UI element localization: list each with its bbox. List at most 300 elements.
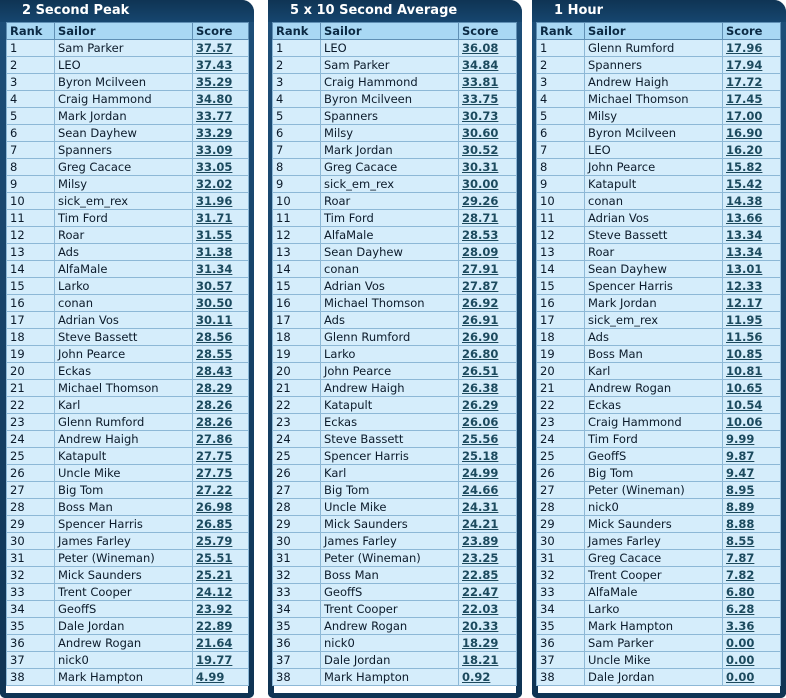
sailor-cell: Sam Parker (55, 40, 193, 57)
rank-cell: 25 (7, 448, 55, 465)
table-row (273, 380, 517, 397)
score-cell[interactable]: 31.38 (193, 244, 249, 261)
score-cell[interactable]: 0.00 (723, 652, 781, 669)
sailor-cell: Roar (585, 244, 723, 261)
score-cell[interactable]: 28.09 (459, 244, 517, 261)
sailor-cell: Andrew Haigh (55, 431, 193, 448)
score-cell[interactable]: 30.31 (459, 159, 517, 176)
score-cell[interactable]: 11.56 (723, 329, 781, 346)
sailor-cell: AlfaMale (55, 261, 193, 278)
score-cell[interactable]: 10.85 (723, 346, 781, 363)
score-cell[interactable]: 8.55 (723, 533, 781, 550)
score-cell[interactable]: 30.57 (193, 278, 249, 295)
score-cell[interactable]: 10.06 (723, 414, 781, 431)
sailor-cell: Uncle Mike (585, 652, 723, 669)
rank-cell: 9 (537, 176, 585, 193)
rank-cell: 38 (7, 669, 55, 686)
score-cell[interactable]: 33.09 (193, 142, 249, 159)
score-cell[interactable]: 6.80 (723, 584, 781, 601)
score-cell[interactable]: 13.34 (723, 227, 781, 244)
score-cell[interactable]: 28.56 (193, 329, 249, 346)
score-cell[interactable]: 9.87 (723, 448, 781, 465)
rank-cell: 20 (537, 363, 585, 380)
score-cell[interactable]: 30.73 (459, 108, 517, 125)
table-header-row (537, 23, 781, 40)
rank-cell: 36 (7, 635, 55, 652)
score-cell[interactable]: 3.36 (723, 618, 781, 635)
score-cell[interactable]: 10.81 (723, 363, 781, 380)
table-row (537, 142, 781, 159)
score-cell[interactable]: 34.80 (193, 91, 249, 108)
score-cell[interactable]: 25.18 (459, 448, 517, 465)
sailor-cell: Mick Saunders (585, 516, 723, 533)
sailor-cell: James Farley (55, 533, 193, 550)
score-cell[interactable]: 21.64 (193, 635, 249, 652)
rank-cell: 4 (273, 91, 321, 108)
sailor-cell: Larko (321, 346, 459, 363)
rank-cell: 1 (7, 40, 55, 57)
table-row (273, 499, 517, 516)
score-cell[interactable]: 13.66 (723, 210, 781, 227)
rank-cell: 15 (273, 278, 321, 295)
rank-cell: 8 (537, 159, 585, 176)
table-header-row (273, 23, 517, 40)
table-row (537, 618, 781, 635)
score-cell[interactable]: 26.90 (459, 329, 517, 346)
table-row (537, 57, 781, 74)
score-cell[interactable]: 33.81 (459, 74, 517, 91)
table-row (273, 363, 517, 380)
rank-cell: 3 (537, 74, 585, 91)
score-cell[interactable]: 33.05 (193, 159, 249, 176)
table-header-row (7, 23, 249, 40)
rank-cell: 22 (537, 397, 585, 414)
score-cell[interactable]: 26.92 (459, 295, 517, 312)
score-cell[interactable]: 22.89 (193, 618, 249, 635)
score-cell[interactable]: 27.87 (459, 278, 517, 295)
rank-cell: 23 (537, 414, 585, 431)
table-row (7, 244, 249, 261)
sailor-cell: Eckas (321, 414, 459, 431)
header-score: Score (193, 23, 249, 40)
table-row (537, 380, 781, 397)
table-row (273, 91, 517, 108)
table-row (537, 40, 781, 57)
sailor-cell: Milsy (585, 108, 723, 125)
score-cell[interactable]: 0.00 (723, 669, 781, 686)
score-cell[interactable]: 24.99 (459, 465, 517, 482)
score-cell[interactable]: 6.28 (723, 601, 781, 618)
rank-cell: 21 (273, 380, 321, 397)
rank-cell: 10 (273, 193, 321, 210)
table-row (7, 397, 249, 414)
sailor-cell: Mark Hampton (321, 669, 459, 686)
sailor-cell: Milsy (55, 176, 193, 193)
sailor-cell: Larko (585, 601, 723, 618)
sailor-cell: Adrian Vos (585, 210, 723, 227)
table-row (7, 601, 249, 618)
score-cell[interactable]: 15.82 (723, 159, 781, 176)
table-row (273, 176, 517, 193)
sailor-cell: Steve Bassett (321, 431, 459, 448)
panel-5x10-second-average (268, 0, 522, 698)
score-cell[interactable]: 30.60 (459, 125, 517, 142)
score-cell[interactable]: 16.90 (723, 125, 781, 142)
panel-footer (268, 693, 522, 698)
table-row (537, 465, 781, 482)
sailor-cell: AlfaMale (321, 227, 459, 244)
table-row (7, 652, 249, 669)
panel-footer (0, 693, 254, 698)
score-cell[interactable]: 7.87 (723, 550, 781, 567)
score-cell[interactable]: 0.00 (723, 635, 781, 652)
score-cell[interactable]: 17.72 (723, 74, 781, 91)
score-cell[interactable]: 33.77 (193, 108, 249, 125)
score-cell[interactable]: 27.75 (193, 465, 249, 482)
rank-cell: 35 (7, 618, 55, 635)
rank-cell: 24 (537, 431, 585, 448)
table-row (273, 125, 517, 142)
score-cell[interactable]: 24.66 (459, 482, 517, 499)
sailor-cell: Tim Ford (55, 210, 193, 227)
score-cell[interactable]: 30.11 (193, 312, 249, 329)
score-cell[interactable]: 25.51 (193, 550, 249, 567)
score-cell[interactable]: 32.02 (193, 176, 249, 193)
score-cell[interactable]: 26.06 (459, 414, 517, 431)
rank-cell: 36 (537, 635, 585, 652)
table-row (273, 414, 517, 431)
table-row (273, 261, 517, 278)
sailor-cell: Andrew Haigh (321, 380, 459, 397)
leaderboard-table (6, 22, 249, 686)
rank-cell: 31 (537, 550, 585, 567)
table-row (7, 74, 249, 91)
score-cell[interactable]: 12.33 (723, 278, 781, 295)
table-row (273, 652, 517, 669)
sailor-cell: Andrew Rogan (585, 380, 723, 397)
score-cell[interactable]: 35.29 (193, 74, 249, 91)
table-row (273, 227, 517, 244)
sailor-cell: Tim Ford (585, 431, 723, 448)
table-row (273, 567, 517, 584)
score-cell[interactable]: 31.34 (193, 261, 249, 278)
rank-cell: 26 (273, 465, 321, 482)
rank-cell: 6 (273, 125, 321, 142)
score-cell[interactable]: 26.98 (193, 499, 249, 516)
table-row (537, 125, 781, 142)
sailor-cell: Mick Saunders (55, 567, 193, 584)
panel-title: 1 Hour (532, 0, 786, 22)
sailor-cell: Boss Man (55, 499, 193, 516)
rank-cell: 12 (273, 227, 321, 244)
sailor-cell: Byron Mcilveen (55, 74, 193, 91)
score-cell[interactable]: 30.52 (459, 142, 517, 159)
rank-cell: 5 (273, 108, 321, 125)
score-cell[interactable]: 27.91 (459, 261, 517, 278)
score-cell[interactable]: 23.25 (459, 550, 517, 567)
score-cell[interactable]: 17.00 (723, 108, 781, 125)
score-cell[interactable]: 17.96 (723, 40, 781, 57)
score-cell[interactable]: 11.95 (723, 312, 781, 329)
sailor-cell: nick0 (585, 499, 723, 516)
header-score: Score (723, 23, 781, 40)
score-cell[interactable]: 14.38 (723, 193, 781, 210)
rank-cell: 2 (537, 57, 585, 74)
table-row (7, 40, 249, 57)
table-row (537, 550, 781, 567)
score-cell[interactable]: 7.82 (723, 567, 781, 584)
header-rank: Rank (273, 23, 321, 40)
sailor-cell: Mark Hampton (585, 618, 723, 635)
sailor-cell: Mark Jordan (55, 108, 193, 125)
score-cell[interactable]: 10.54 (723, 397, 781, 414)
rank-cell: 38 (537, 669, 585, 686)
sailor-cell: AlfaMale (585, 584, 723, 601)
score-cell[interactable]: 18.21 (459, 652, 517, 669)
score-cell[interactable]: 28.55 (193, 346, 249, 363)
score-cell[interactable]: 31.71 (193, 210, 249, 227)
score-cell[interactable]: 8.89 (723, 499, 781, 516)
table-row (273, 482, 517, 499)
score-cell[interactable]: 19.77 (193, 652, 249, 669)
score-cell[interactable]: 26.29 (459, 397, 517, 414)
rank-cell: 16 (273, 295, 321, 312)
sailor-cell: LEO (321, 40, 459, 57)
rank-cell: 2 (273, 57, 321, 74)
sailor-cell: Sean Dayhew (55, 125, 193, 142)
table-row (7, 142, 249, 159)
score-cell[interactable]: 26.51 (459, 363, 517, 380)
sailor-cell: Craig Hammond (321, 74, 459, 91)
sailor-cell: Peter (Wineman) (585, 482, 723, 499)
score-cell[interactable]: 31.96 (193, 193, 249, 210)
sailor-cell: Michael Thomson (585, 91, 723, 108)
table-row (537, 329, 781, 346)
table-row (273, 210, 517, 227)
rank-cell: 37 (273, 652, 321, 669)
rank-cell: 6 (7, 125, 55, 142)
table-row (7, 363, 249, 380)
score-cell[interactable]: 29.26 (459, 193, 517, 210)
table-row (7, 431, 249, 448)
score-cell[interactable]: 9.47 (723, 465, 781, 482)
score-cell[interactable]: 24.31 (459, 499, 517, 516)
sailor-cell: Spencer Harris (585, 278, 723, 295)
table-row (537, 397, 781, 414)
score-cell[interactable]: 9.99 (723, 431, 781, 448)
score-cell[interactable]: 28.26 (193, 414, 249, 431)
rank-cell: 4 (537, 91, 585, 108)
table-row (537, 533, 781, 550)
score-cell[interactable]: 27.75 (193, 448, 249, 465)
sailor-cell: conan (585, 193, 723, 210)
rank-cell: 6 (537, 125, 585, 142)
table-row (7, 669, 249, 686)
score-cell[interactable]: 15.42 (723, 176, 781, 193)
sailor-cell: sick_em_rex (585, 312, 723, 329)
score-cell[interactable]: 37.57 (193, 40, 249, 57)
score-cell[interactable]: 22.03 (459, 601, 517, 618)
table-row (7, 295, 249, 312)
sailor-cell: Milsy (321, 125, 459, 142)
score-cell[interactable]: 23.92 (193, 601, 249, 618)
rank-cell: 4 (7, 91, 55, 108)
table-row (537, 176, 781, 193)
rank-cell: 11 (537, 210, 585, 227)
score-cell[interactable]: 28.29 (193, 380, 249, 397)
score-cell[interactable]: 10.65 (723, 380, 781, 397)
score-cell[interactable]: 17.45 (723, 91, 781, 108)
sailor-cell: Trent Cooper (321, 601, 459, 618)
table-row (273, 516, 517, 533)
table-row (537, 159, 781, 176)
score-cell[interactable]: 16.20 (723, 142, 781, 159)
rank-cell: 5 (537, 108, 585, 125)
score-cell[interactable]: 26.80 (459, 346, 517, 363)
table-row (537, 635, 781, 652)
table-row (273, 431, 517, 448)
rank-cell: 7 (537, 142, 585, 159)
score-cell[interactable]: 37.43 (193, 57, 249, 74)
score-cell[interactable]: 18.29 (459, 635, 517, 652)
score-cell[interactable]: 0.92 (459, 669, 517, 686)
rank-cell: 10 (7, 193, 55, 210)
table-row (7, 108, 249, 125)
table-row (537, 295, 781, 312)
rank-cell: 37 (537, 652, 585, 669)
score-cell[interactable]: 22.85 (459, 567, 517, 584)
sailor-cell: Greg Cacace (55, 159, 193, 176)
score-cell[interactable]: 12.17 (723, 295, 781, 312)
table-row (537, 414, 781, 431)
table-row (7, 635, 249, 652)
rank-cell: 1 (273, 40, 321, 57)
score-cell[interactable]: 36.08 (459, 40, 517, 57)
score-cell[interactable]: 33.29 (193, 125, 249, 142)
table-row (273, 346, 517, 363)
table-row (273, 74, 517, 91)
score-cell[interactable]: 8.88 (723, 516, 781, 533)
score-cell[interactable]: 28.53 (459, 227, 517, 244)
table-row (7, 329, 249, 346)
table-row (273, 108, 517, 125)
score-cell[interactable]: 27.22 (193, 482, 249, 499)
rank-cell: 14 (537, 261, 585, 278)
table-row (7, 584, 249, 601)
score-cell[interactable]: 13.01 (723, 261, 781, 278)
rank-cell: 3 (7, 74, 55, 91)
score-cell[interactable]: 26.38 (459, 380, 517, 397)
sailor-cell: Craig Hammond (585, 414, 723, 431)
score-cell[interactable]: 4.99 (193, 669, 249, 686)
score-cell[interactable]: 26.85 (193, 516, 249, 533)
score-cell[interactable]: 22.47 (459, 584, 517, 601)
sailor-cell: John Pearce (585, 159, 723, 176)
panel-title: 5 x 10 Second Average (268, 0, 522, 22)
sailor-cell: Big Tom (55, 482, 193, 499)
score-cell[interactable]: 30.00 (459, 176, 517, 193)
table-row (273, 448, 517, 465)
score-cell[interactable]: 28.43 (193, 363, 249, 380)
score-cell[interactable]: 28.26 (193, 397, 249, 414)
sailor-cell: Glenn Rumford (321, 329, 459, 346)
sailor-cell: Sam Parker (585, 635, 723, 652)
sailor-cell: Mark Hampton (55, 669, 193, 686)
score-cell[interactable]: 23.89 (459, 533, 517, 550)
sailor-cell: Katapult (585, 176, 723, 193)
score-cell[interactable]: 34.84 (459, 57, 517, 74)
rank-cell: 19 (7, 346, 55, 363)
sailor-cell: Andrew Rogan (321, 618, 459, 635)
table-row (273, 193, 517, 210)
sailor-cell: GeoffS (321, 584, 459, 601)
score-cell[interactable]: 31.55 (193, 227, 249, 244)
sailor-cell: Uncle Mike (55, 465, 193, 482)
sailor-cell: Dale Jordan (55, 618, 193, 635)
score-cell[interactable]: 28.71 (459, 210, 517, 227)
rank-cell: 28 (537, 499, 585, 516)
score-cell[interactable]: 13.34 (723, 244, 781, 261)
sailor-cell: Roar (55, 227, 193, 244)
score-cell[interactable]: 8.95 (723, 482, 781, 499)
table-row (7, 550, 249, 567)
score-cell[interactable]: 25.56 (459, 431, 517, 448)
score-cell[interactable]: 25.21 (193, 567, 249, 584)
table-row (537, 227, 781, 244)
sailor-cell: Ads (55, 244, 193, 261)
sailor-cell: Karl (55, 397, 193, 414)
table-row (7, 380, 249, 397)
score-cell[interactable]: 27.86 (193, 431, 249, 448)
sailor-cell: LEO (55, 57, 193, 74)
rank-cell: 25 (537, 448, 585, 465)
table-row (537, 567, 781, 584)
rank-cell: 32 (7, 567, 55, 584)
table-row (273, 669, 517, 686)
sailor-cell: Mark Jordan (585, 295, 723, 312)
table-row (537, 74, 781, 91)
sailor-cell: Michael Thomson (321, 295, 459, 312)
rank-cell: 13 (7, 244, 55, 261)
rank-cell: 11 (273, 210, 321, 227)
table-row (273, 312, 517, 329)
sailor-cell: Byron Mcilveen (585, 125, 723, 142)
rank-cell: 8 (7, 159, 55, 176)
sailor-cell: Uncle Mike (321, 499, 459, 516)
sailor-cell: Peter (Wineman) (321, 550, 459, 567)
score-cell[interactable]: 30.50 (193, 295, 249, 312)
table-row (537, 312, 781, 329)
score-cell[interactable]: 24.12 (193, 584, 249, 601)
score-cell[interactable]: 33.75 (459, 91, 517, 108)
sailor-cell: Michael Thomson (55, 380, 193, 397)
table-row (273, 584, 517, 601)
table-row (273, 635, 517, 652)
sailor-cell: Trent Cooper (55, 584, 193, 601)
score-cell[interactable]: 25.79 (193, 533, 249, 550)
score-cell[interactable]: 24.21 (459, 516, 517, 533)
rank-cell: 15 (7, 278, 55, 295)
score-cell[interactable]: 20.33 (459, 618, 517, 635)
rank-cell: 12 (7, 227, 55, 244)
sailor-cell: nick0 (55, 652, 193, 669)
table-row (537, 448, 781, 465)
score-cell[interactable]: 26.91 (459, 312, 517, 329)
rank-cell: 30 (7, 533, 55, 550)
table-row (537, 210, 781, 227)
panel-1-hour (532, 0, 786, 698)
score-cell[interactable]: 17.94 (723, 57, 781, 74)
